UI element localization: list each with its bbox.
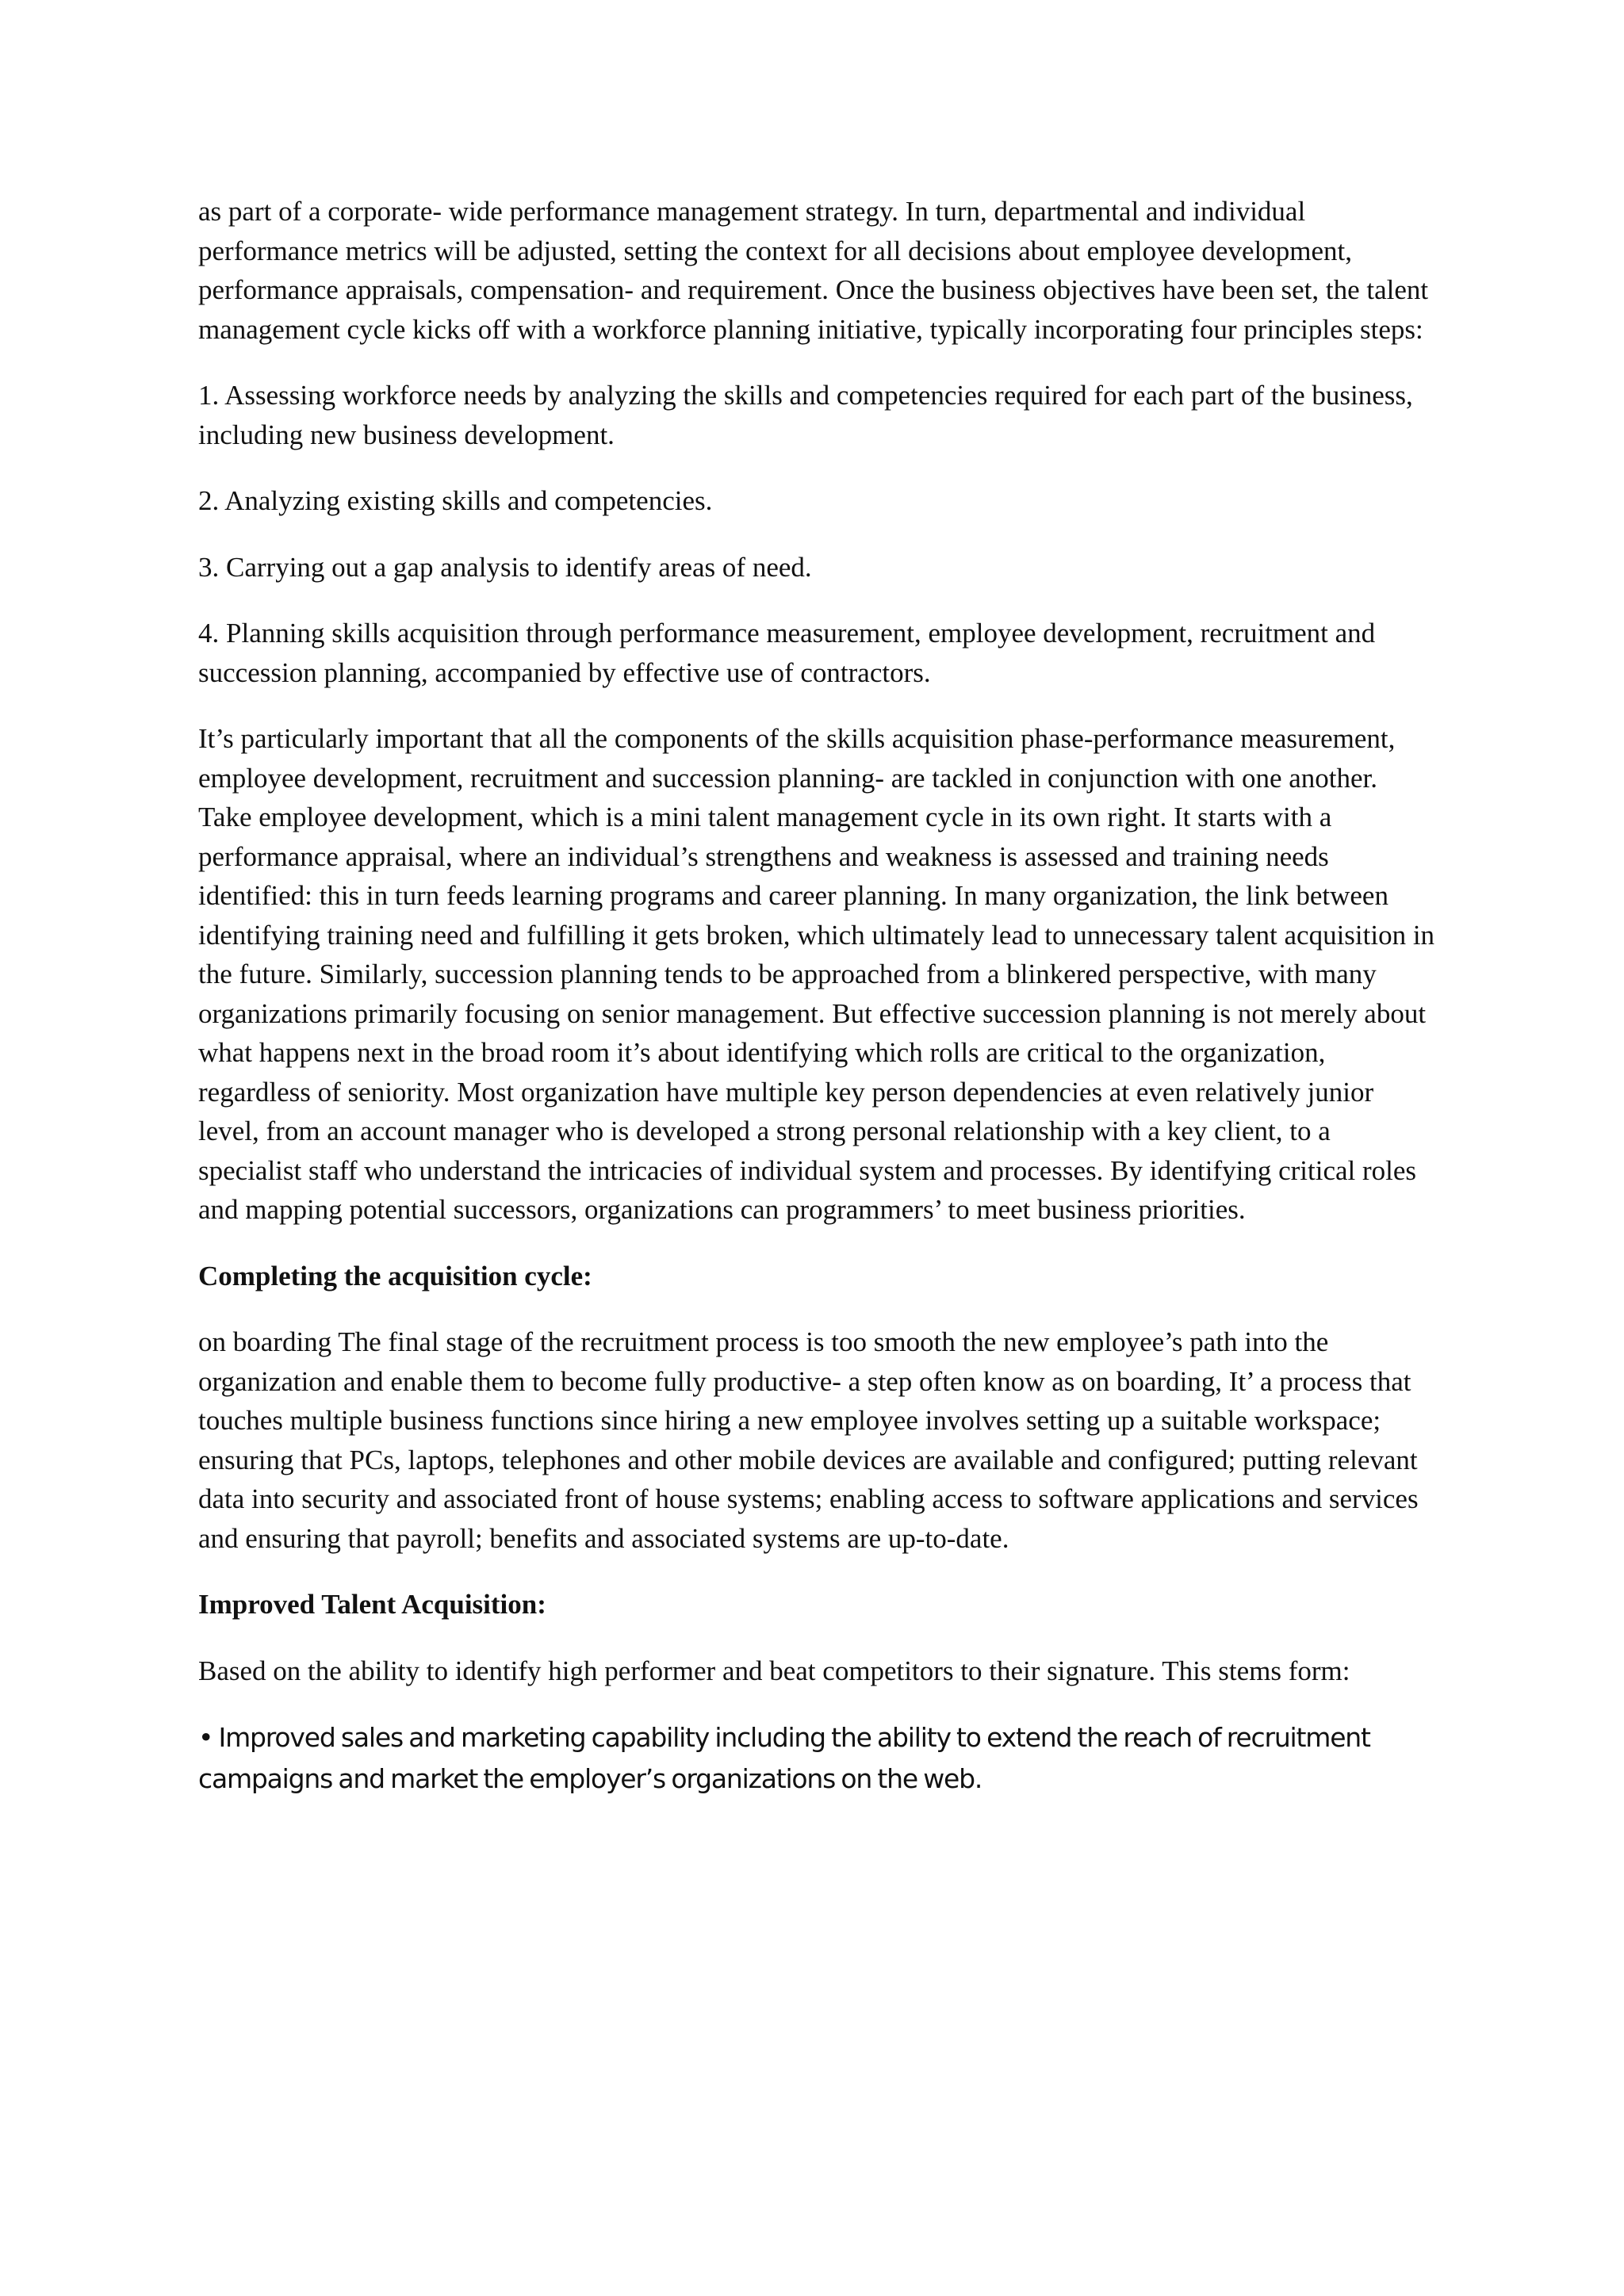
list-item-gap-analysis: 3. Carrying out a gap analysis to identify areas of need. [198, 551, 812, 583]
list-item-planning-acquisition: 4. Planning skills acquisition through performance measurement, employee development, recruitment and succession planning, accompanied by effective use of contractors. [198, 618, 1376, 688]
paragraph-skills-acquisition: It’s particularly important that all the components of the skills acquisition phase-performance measurement, employee development, recruitment and succession planning- are tackled in conjunction with one another. Take employee development, which is a mini talent management cycle in its own right. It starts with a performance appraisal, where an individual’s strengthens and weakness is assessed and training needs identified: this in turn feeds learning programs and career planning. In many organization, the link between identifying training need and fulfilling it gets broken, which ultimately lead to unnecessary talent acquisition in the future. Similarly, succession planning tends to be approached from a blinkered perspective, with many organizations primarily focusing on senior management. But effective succession planning is not merely about what happens next in the broad room it’s about identifying which rolls are critical to the organization, regardless of seniority. Most organization have multiple key person dependencies at even relatively junior level, from an account manager who is developed a strong personal relationship with a key client, to a specialist staff who understand the intricacies of individual system and processes. By identifying critical roles and mapping potential successors, organizations can programmers’ to meet business priorities. [198, 723, 1435, 1225]
list-item-analyzing-skills: 2. Analyzing existing skills and competencies. [198, 485, 713, 516]
list-item-assessing-needs: 1. Assessing workforce needs by analyzing the skills and competencies required for each part of the business, including new business development. [198, 380, 1413, 450]
paragraph-onboarding: on boarding The final stage of the recruitment process is too smooth the new employee’s path into the organization and enable them to become fully productive- a step often know as on boarding, It’ a process that touches multiple business functions since hiring a new employee involves setting up a suitable workspace; ensuring that PCs, laptops, telephones and other mobile devices are available and configured; putting relevant data into security and associated front of house systems; enabling access to software applications and services and ensuring that payroll; benefits and associated systems are up-to-date. [198, 1326, 1419, 1554]
heading-talent-acquisition: Improved Talent Acquisition: [198, 1589, 546, 1620]
document-page [198, 192, 1435, 1800]
bullet-item-sales-marketing: • Improved sales and marketing capability including the ability to extend the reach of recruitment campaigns and market the employer’s organizations on the web. [198, 1722, 1370, 1794]
paragraph-talent-acquisition: Based on the ability to identify high performer and beat competitors to their signature. This stems form: [198, 1655, 1350, 1686]
paragraph-strategy: as part of a corporate- wide performance management strategy. In turn, departmental and individual performance metrics will be adjusted, setting the context for all decisions about employee development, performance appraisals, compensation- and requirement. Once the business objectives have been set, the talent management cycle kicks off with a workforce planning initiative, typically incorporating four principles steps: [198, 196, 1429, 345]
heading-acquisition-cycle: Completing the acquisition cycle: [198, 1260, 592, 1292]
